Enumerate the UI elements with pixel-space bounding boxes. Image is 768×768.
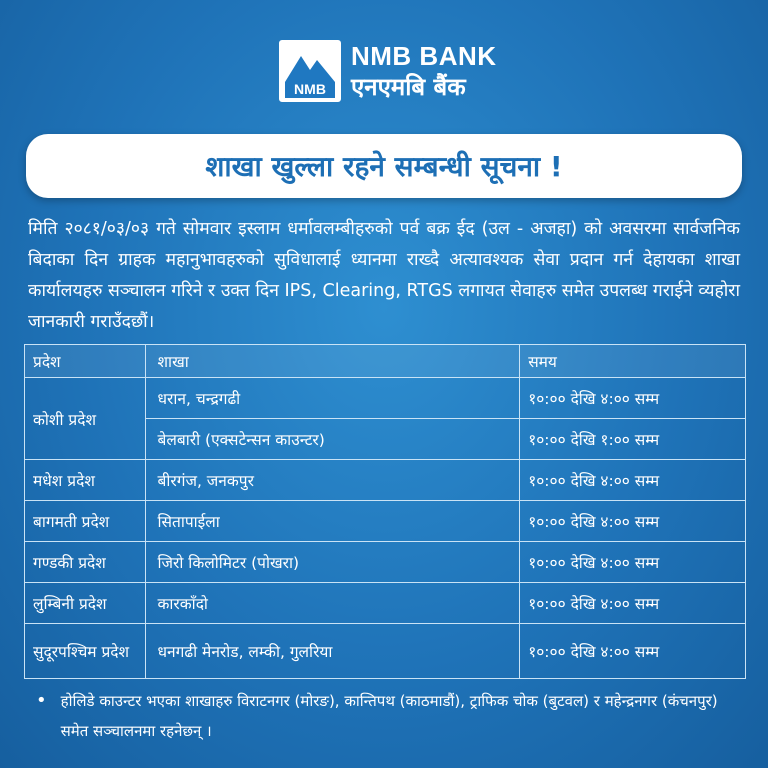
province-cell: लुम्बिनी प्रदेश: [25, 583, 146, 624]
table-row: [25, 624, 746, 679]
province-cell: बागमती प्रदेश: [25, 501, 146, 542]
time-cell: १०:०० देखि ४:०० सम्म: [520, 583, 746, 624]
province-cell: कोशी प्रदेश: [25, 378, 146, 460]
province-cell: सुदूरपश्चिम प्रदेश: [25, 624, 146, 679]
header-time: समय: [520, 345, 746, 378]
branch-cell: बीरगंज, जनकपुर: [145, 460, 520, 501]
bank-name-english: NMB BANK: [351, 41, 497, 71]
table-header-row: [25, 345, 746, 378]
notice-intro-paragraph: मिति २०८१/०३/०३ गते सोमवार इस्लाम धर्मावलम्बीहरुको पर्व बक्र ईद (उल - अजहा) को अवसरमा सार्वजनिक बिदाका दिन ग्राहक महानुभावहरुको सुविधालाई ध्यानमा राख्दै अत्यावश्यक सेवा प्रदान गर्न देहायका शाखा कार्यालयहरु सञ्चालन गरिने र उक्त दिन IPS, Clearing, RTGS लगायत सेवाहरु समेत उपलब्ध गराईने व्यहोरा जानकारी गराउँदछौं।: [28, 219, 740, 332]
branch-cell: धनगढी मेनरोड, लम्की, गुलरिया: [145, 624, 520, 679]
branch-cell: कारकाँदो: [145, 583, 520, 624]
time-cell: १०:०० देखि ४:०० सम्म: [520, 378, 746, 419]
header-branch: शाखा: [145, 345, 520, 378]
table-row: [25, 501, 746, 542]
table-row: [25, 583, 746, 624]
province-cell: मधेश प्रदेश: [25, 460, 146, 501]
time-cell: १०:०० देखि ४:०० सम्म: [520, 624, 746, 679]
note-text: होलिडे काउन्टर भएका शाखाहरु विराटनगर (मोरङ), कान्तिपथ (काठमाडौं), ट्राफिक चोक (बुटवल) र महेन्द्रनगर (कंचनपुर) समेत सञ्चालनमा रहनेछन् ।: [60, 692, 718, 740]
bank-name-nepali: एनएमबि बैंक: [351, 73, 466, 101]
header-province: प्रदेश: [25, 345, 146, 378]
time-cell: १०:०० देखि ४:०० सम्म: [520, 542, 746, 583]
time-cell: १०:०० देखि ४:०० सम्म: [520, 501, 746, 542]
branch-schedule-table: [24, 344, 746, 679]
table-row: [25, 378, 746, 419]
notice-title: शाखा खुल्ला रहने सम्बन्धी सूचना !: [205, 150, 563, 183]
notice-title-banner: [26, 134, 742, 198]
holiday-counter-note: [36, 686, 726, 746]
branch-cell: जिरो किलोमिटर (पोखरा): [145, 542, 520, 583]
table-row: [25, 460, 746, 501]
province-cell: गण्डकी प्रदेश: [25, 542, 146, 583]
logo-abbr: NMB: [294, 81, 326, 97]
branch-cell: धरान, चन्द्रगढी: [145, 378, 520, 419]
table-row: [25, 542, 746, 583]
branch-cell: बेलबारी (एक्सटेन्सन काउन्टर): [145, 419, 520, 460]
time-cell: १०:०० देखि १:०० सम्म: [520, 419, 746, 460]
bullet-icon: •: [36, 690, 47, 711]
mountain-logo-icon: [279, 40, 341, 102]
branch-cell: सितापाईला: [145, 501, 520, 542]
bank-logo: [279, 40, 497, 102]
time-cell: १०:०० देखि ४:०० सम्म: [520, 460, 746, 501]
